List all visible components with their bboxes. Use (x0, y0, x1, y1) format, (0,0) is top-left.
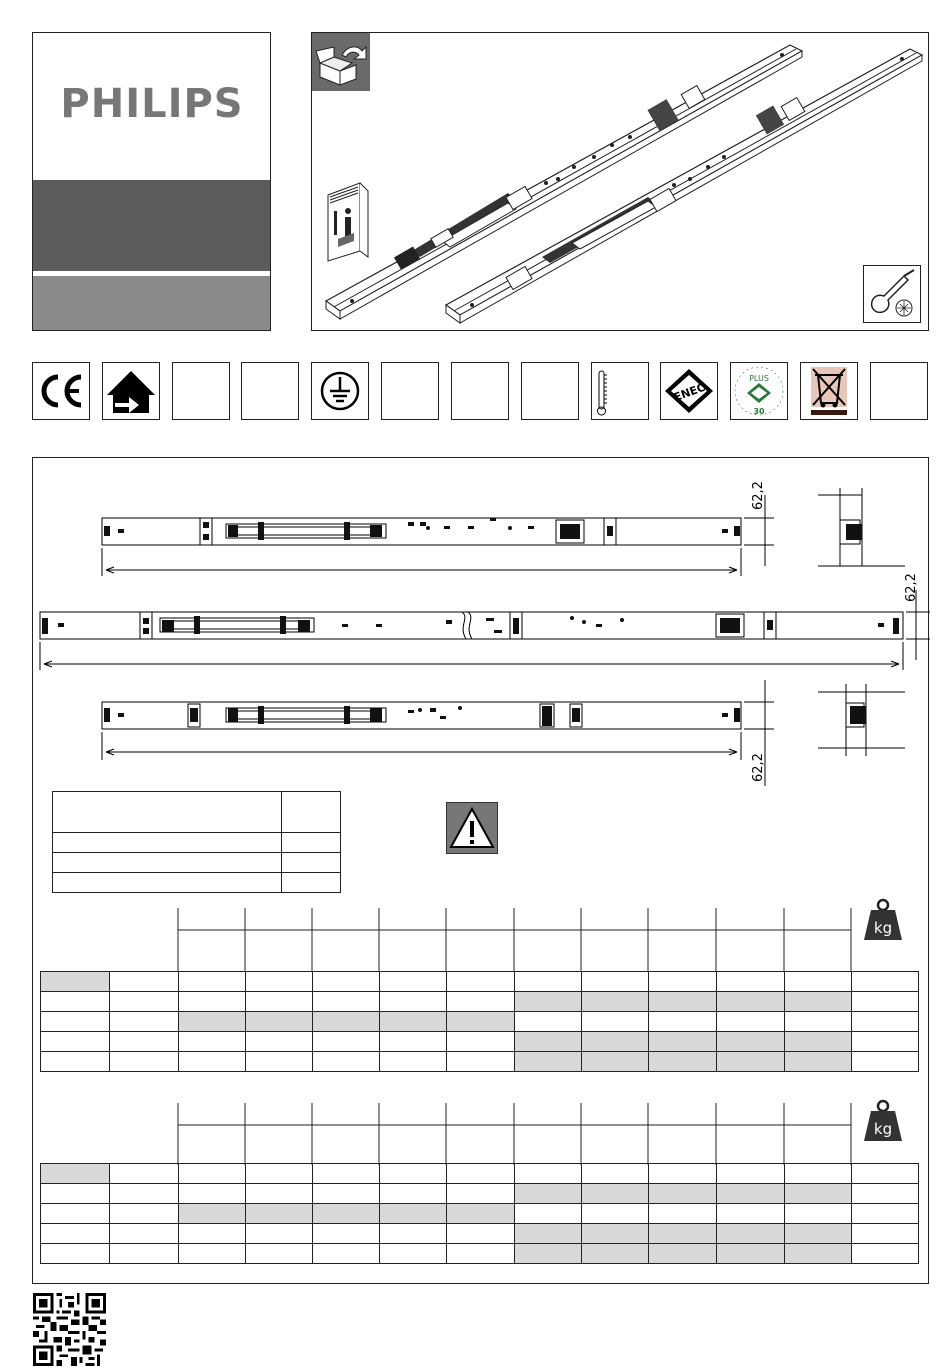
table-row (41, 1052, 919, 1072)
weight-unit-label: kg (873, 919, 893, 937)
luminaire-3d-drawing (312, 33, 928, 330)
empty-slot-icon (381, 362, 439, 420)
enec-plus-30-icon (730, 362, 788, 420)
empty-slot-icon (870, 362, 928, 420)
table-row (41, 1164, 919, 1184)
protective-earth-icon (311, 362, 369, 420)
weight-icon (862, 1099, 904, 1143)
empty-slot-icon (241, 362, 299, 420)
empty-slot-icon (521, 362, 579, 420)
ce-mark-icon (32, 362, 90, 420)
empty-slot-icon (451, 362, 509, 420)
table-row (41, 972, 919, 992)
thermometer-icon (591, 362, 649, 420)
enec-plus-number: 30 (753, 407, 765, 416)
legend-table (52, 791, 341, 893)
weight-unit-label: kg (873, 1120, 893, 1138)
table-row (41, 1032, 919, 1052)
technical-drawings (0, 457, 950, 797)
table2-header-lines (0, 1095, 950, 1170)
enec-plus-label: PLUS (749, 374, 769, 383)
weee-crossed-bin-icon (800, 362, 858, 420)
svg-text:ENEC: ENEC (672, 380, 707, 405)
qr-code[interactable] (33, 1293, 106, 1366)
height-dimension-middle: 62,2 (904, 573, 919, 602)
cover-divider (33, 271, 270, 274)
table-row (41, 992, 919, 1012)
indoor-use-house-icon (102, 362, 160, 420)
cover-dark-band (33, 180, 270, 273)
height-dimension-top: 62,2 (751, 481, 766, 510)
table-row (41, 1204, 919, 1224)
empty-slot-icon (172, 362, 230, 420)
table-row (41, 1244, 919, 1264)
cover-panel (32, 32, 271, 331)
height-dimension-bottom: 62,2 (751, 753, 766, 782)
philips-logo: PHILIPS (60, 81, 244, 127)
table1-header-lines (0, 900, 950, 975)
table-row (41, 1184, 919, 1204)
weight-icon (862, 898, 904, 942)
table-row (41, 1224, 919, 1244)
table-row (41, 1012, 919, 1032)
cover-grey-band (33, 276, 270, 330)
enec-mark-icon (660, 362, 718, 420)
data-table-1 (40, 971, 919, 1072)
product-illustration-panel (311, 32, 929, 331)
data-table-2 (40, 1163, 919, 1264)
warning-icon (446, 802, 498, 854)
